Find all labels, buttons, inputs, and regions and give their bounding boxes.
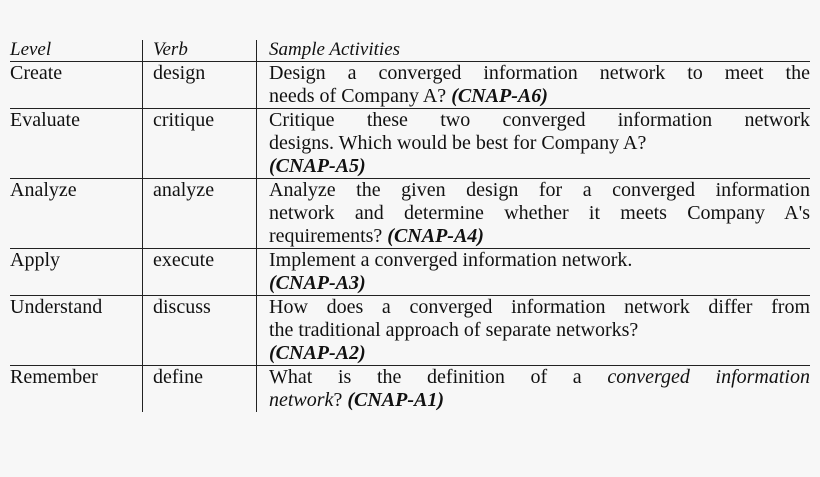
activity-emphasis: converged information [607,366,810,388]
activity-code: (CNAP-A2) [269,342,366,364]
activity-cell [256,296,810,365]
table-header-row [10,40,810,62]
table-row [10,366,810,412]
activity-cell [256,366,810,412]
header-verb: Verb [142,40,256,61]
level-cell: Remember [10,366,98,388]
table-row [10,249,810,296]
verb-cell: define [142,366,256,412]
activity-line: network? (CNAP-A1) [269,389,444,411]
header-sample-activities: Sample Activities [256,40,810,61]
level-cell: Apply [10,249,60,271]
level-cell: Understand [10,296,103,318]
activity-emphasis: network [269,389,334,411]
level-cell: Create [10,62,63,84]
header-level: Level [10,39,52,60]
activity-line: Critique these two converged information network [269,109,810,131]
activity-line [269,342,810,365]
activity-code: (CNAP-A4) [387,225,484,247]
activity-line: requirements? (CNAP-A4) [269,225,484,247]
activity-line: the traditional approach of separate networks? [269,319,639,341]
activity-line: network and determine whether it meets Company A's [269,202,810,224]
activity-line [269,155,810,178]
activity-line: What is the definition of a converged information [269,366,810,388]
table-row [10,296,810,366]
activity-code: (CNAP-A5) [269,155,366,177]
activity-line [269,272,810,295]
activity-cell [256,249,810,295]
activity-cell [256,109,810,178]
level-cell: Evaluate [10,109,80,131]
activity-code: (CNAP-A3) [269,272,366,294]
verb-cell: execute [142,249,256,295]
bloom-taxonomy-table [10,40,810,412]
activity-line: Design a converged information network to meet the [269,62,810,84]
level-cell: Analyze [10,179,77,201]
verb-cell: design [142,62,256,108]
activity-cell [256,62,810,108]
activity-line: Analyze the given design for a converged information [269,179,810,201]
verb-cell: analyze [142,179,256,248]
activity-line: designs. Which would be best for Company A? [269,132,647,154]
activity-line: Implement a converged information network. [269,249,633,271]
activity-line: needs of Company A? (CNAP-A6) [269,85,548,107]
table-row [10,62,810,109]
activity-line: How does a converged information network differ from [269,296,810,318]
verb-cell: critique [142,109,256,178]
table-row [10,179,810,249]
activity-code: (CNAP-A6) [451,85,548,107]
table-row [10,109,810,179]
activity-code: (CNAP-A1) [347,389,444,411]
activity-cell [256,179,810,248]
verb-cell: discuss [142,296,256,365]
